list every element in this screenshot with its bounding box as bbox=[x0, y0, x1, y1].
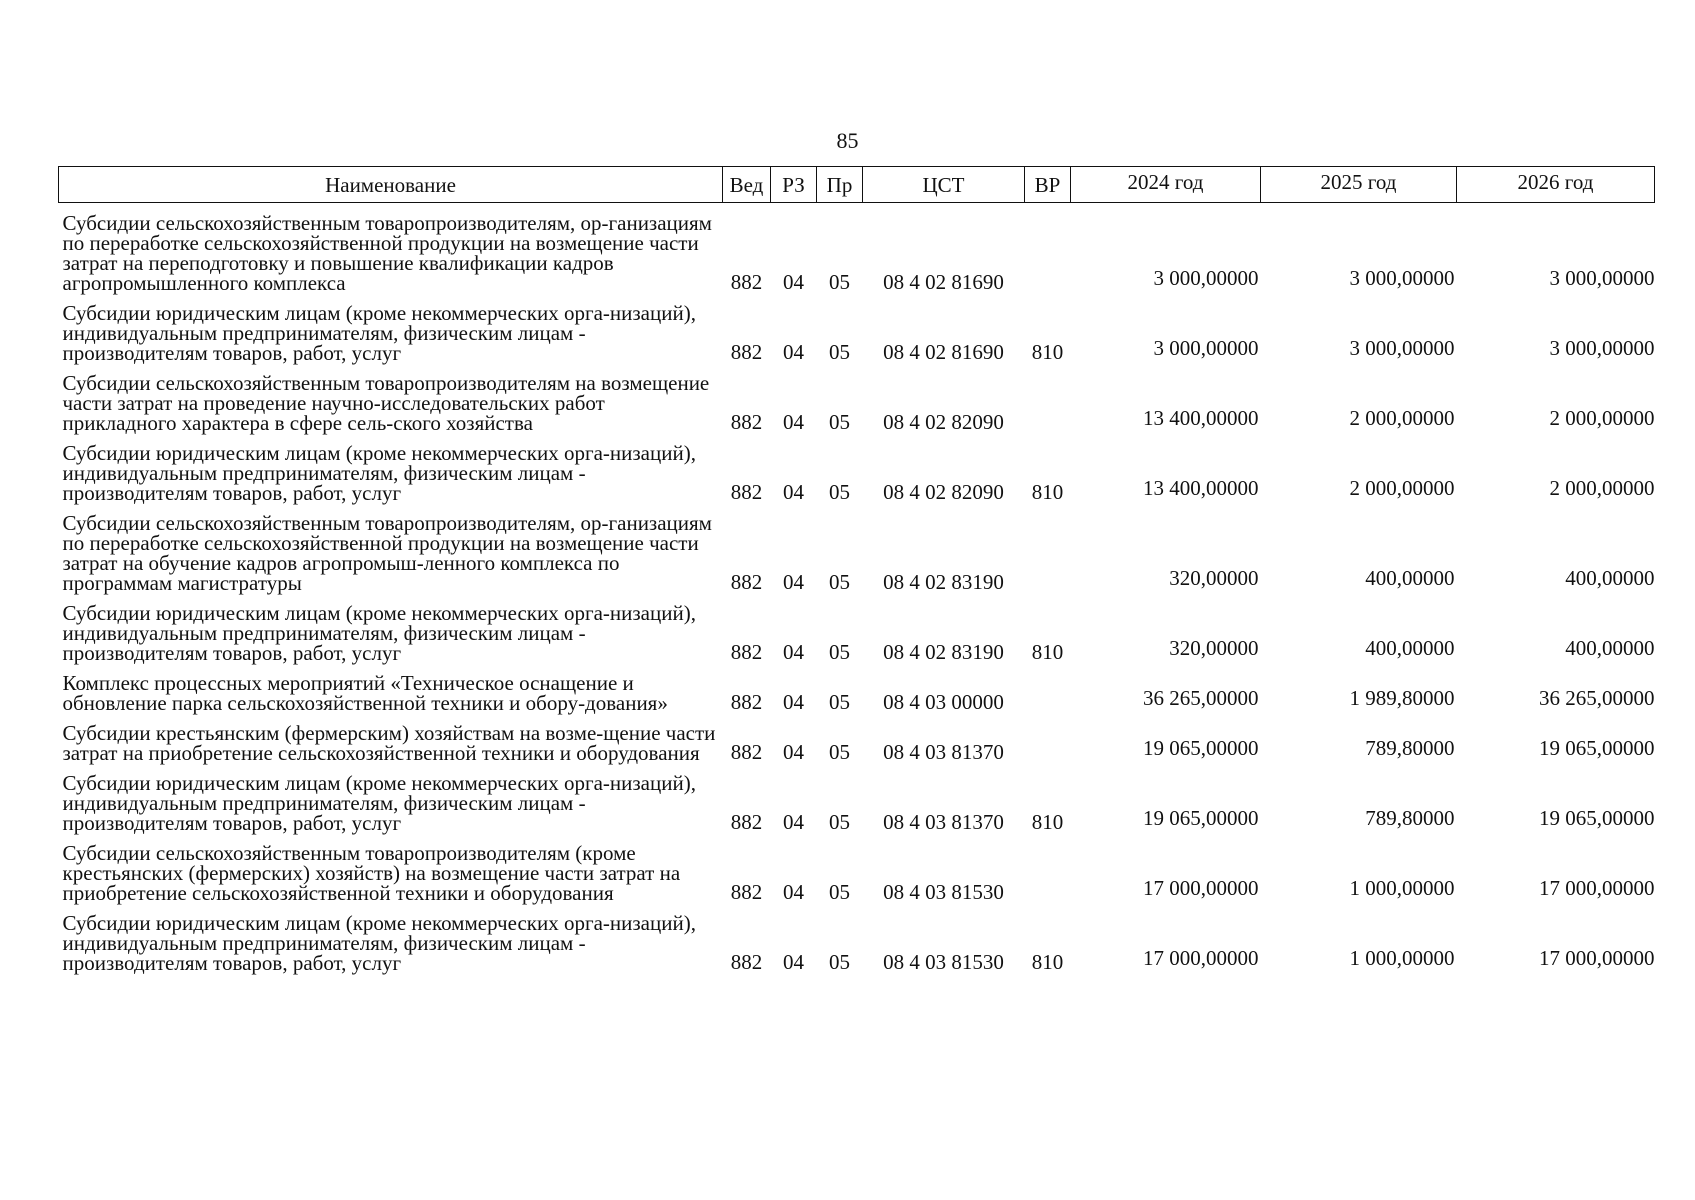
table-row bbox=[59, 835, 1655, 905]
row-amount-2026: 400,00000 bbox=[1565, 566, 1655, 590]
header-name: Наименование bbox=[59, 167, 723, 203]
table-row bbox=[59, 665, 1655, 715]
table-row bbox=[59, 905, 1655, 975]
row-amount-2025: 1 000,00000 bbox=[1349, 876, 1455, 900]
header-ved: Вед bbox=[723, 167, 771, 203]
row-cst: 08 4 02 82090 bbox=[883, 480, 1004, 504]
row-pr: 05 bbox=[829, 740, 850, 764]
row-amount-2025: 3 000,00000 bbox=[1349, 266, 1455, 290]
table-row bbox=[59, 505, 1655, 595]
header-row bbox=[59, 167, 1655, 203]
row-amount-2024: 3 000,00000 bbox=[1153, 266, 1259, 290]
row-name: Субсидии крестьянским (фермерским) хозяйствам на возме-щение части затрат на приобретение сельскохозяйственной техники и оборудования bbox=[62, 721, 716, 765]
row-name: Субсидии юридическим лицам (кроме некоммерческих орга-низаций), индивидуальным предпринимателям, физическим лицам - производителям товаров, работ, услуг bbox=[62, 911, 696, 975]
row-amount-2024: 13 400,00000 bbox=[1143, 476, 1259, 500]
row-name: Субсидии юридическим лицам (кроме некоммерческих орга-низаций), индивидуальным предпринимателям, физическим лицам - производителям товаров, работ, услуг bbox=[62, 301, 696, 365]
row-rz: 04 bbox=[783, 950, 804, 974]
row-amount-2024: 3 000,00000 bbox=[1153, 336, 1259, 360]
row-cst: 08 4 02 83190 bbox=[883, 640, 1004, 664]
row-ved: 882 bbox=[730, 690, 763, 714]
row-amount-2026: 36 265,00000 bbox=[1539, 686, 1655, 710]
table-row bbox=[59, 595, 1655, 665]
row-pr: 05 bbox=[829, 880, 850, 904]
row-ved: 882 bbox=[730, 810, 763, 834]
row-amount-2026: 2 000,00000 bbox=[1549, 476, 1655, 500]
header-2024: 2024 год bbox=[1071, 167, 1261, 203]
row-cst: 08 4 03 81370 bbox=[883, 740, 1004, 764]
row-amount-2024: 13 400,00000 bbox=[1143, 406, 1259, 430]
header-cst: ЦСТ bbox=[863, 167, 1025, 203]
row-name: Субсидии юридическим лицам (кроме некоммерческих орга-низаций), индивидуальным предпринимателям, физическим лицам - производителям товаров, работ, услуг bbox=[62, 601, 696, 665]
row-name: Комплекс процессных мероприятий «Техническое оснащение и обновление парка сельскохозяйственной техники и обору-дования» bbox=[62, 671, 668, 715]
row-pr: 05 bbox=[829, 270, 850, 294]
row-amount-2024: 17 000,00000 bbox=[1143, 946, 1259, 970]
row-amount-2026: 3 000,00000 bbox=[1549, 266, 1655, 290]
row-amount-2025: 400,00000 bbox=[1365, 636, 1455, 660]
row-amount-2026: 3 000,00000 bbox=[1549, 336, 1655, 360]
row-cst: 08 4 03 00000 bbox=[883, 690, 1004, 714]
row-cst: 08 4 03 81530 bbox=[883, 880, 1004, 904]
row-amount-2024: 320,00000 bbox=[1169, 566, 1259, 590]
row-rz: 04 bbox=[783, 740, 804, 764]
row-vr: 810 bbox=[1031, 340, 1064, 364]
row-amount-2025: 2 000,00000 bbox=[1349, 406, 1455, 430]
table-row bbox=[59, 765, 1655, 835]
row-cst: 08 4 03 81530 bbox=[883, 950, 1004, 974]
page-number: 85 bbox=[836, 128, 859, 153]
row-amount-2025: 3 000,00000 bbox=[1349, 336, 1455, 360]
row-vr: 810 bbox=[1031, 480, 1064, 504]
row-pr: 05 bbox=[829, 640, 850, 664]
row-ved: 882 bbox=[730, 570, 763, 594]
row-vr bbox=[1025, 835, 1071, 905]
row-ved: 882 bbox=[730, 740, 763, 764]
row-rz: 04 bbox=[783, 810, 804, 834]
row-rz: 04 bbox=[783, 570, 804, 594]
header-2025: 2025 год bbox=[1261, 167, 1457, 203]
row-ved: 882 bbox=[730, 950, 763, 974]
row-pr: 05 bbox=[829, 340, 850, 364]
row-amount-2026: 2 000,00000 bbox=[1549, 406, 1655, 430]
row-amount-2025: 400,00000 bbox=[1365, 566, 1455, 590]
row-cst: 08 4 03 81370 bbox=[883, 810, 1004, 834]
row-amount-2024: 17 000,00000 bbox=[1143, 876, 1259, 900]
header-vr: ВР bbox=[1025, 167, 1071, 203]
table-row bbox=[59, 365, 1655, 435]
row-pr: 05 bbox=[829, 410, 850, 434]
row-pr: 05 bbox=[829, 480, 850, 504]
header-rz: РЗ bbox=[771, 167, 817, 203]
row-rz: 04 bbox=[783, 880, 804, 904]
row-amount-2024: 320,00000 bbox=[1169, 636, 1259, 660]
row-amount-2024: 36 265,00000 bbox=[1143, 686, 1259, 710]
row-vr: 810 bbox=[1031, 640, 1064, 664]
header-2026: 2026 год bbox=[1457, 167, 1655, 203]
row-ved: 882 bbox=[730, 270, 763, 294]
row-vr bbox=[1025, 365, 1071, 435]
row-name: Субсидии сельскохозяйственным товаропроизводителям (кроме крестьянских (фермерских) хозяйств) на возмещение части затрат на приобретение сельскохозяйственной техники и оборудования bbox=[62, 841, 681, 905]
table-body bbox=[59, 203, 1655, 976]
row-cst: 08 4 02 81690 bbox=[883, 340, 1004, 364]
row-ved: 882 bbox=[730, 410, 763, 434]
row-name: Субсидии сельскохозяйственным товаропроизводителям, ор-ганизациям по переработке сельскохозяйственной продукции на возмещение части затрат на переподготовку и повышение квалификации кадров агропромышленного комплекса bbox=[62, 211, 712, 295]
row-name: Субсидии юридическим лицам (кроме некоммерческих орга-низаций), индивидуальным предпринимателям, физическим лицам - производителям товаров, работ, услуг bbox=[62, 771, 696, 835]
row-vr bbox=[1025, 203, 1071, 296]
row-rz: 04 bbox=[783, 340, 804, 364]
row-name: Субсидии сельскохозяйственным товаропроизводителям на возмещение части затрат на проведение научно-исследовательских работ прикладного характера в сфере сель-ского хозяйства bbox=[62, 371, 710, 435]
row-vr bbox=[1025, 715, 1071, 765]
row-name: Субсидии сельскохозяйственным товаропроизводителям, ор-ганизациям по переработке сельскохозяйственной продукции на возмещение части затрат на обучение кадров агропромыш-ленного комплекса по программам магистратуры bbox=[62, 511, 712, 595]
row-ved: 882 bbox=[730, 480, 763, 504]
row-ved: 882 bbox=[730, 340, 763, 364]
row-rz: 04 bbox=[783, 640, 804, 664]
row-pr: 05 bbox=[829, 690, 850, 714]
row-cst: 08 4 02 83190 bbox=[883, 570, 1004, 594]
table-row bbox=[59, 435, 1655, 505]
row-rz: 04 bbox=[783, 480, 804, 504]
row-amount-2024: 19 065,00000 bbox=[1143, 806, 1259, 830]
row-vr bbox=[1025, 505, 1071, 595]
row-amount-2026: 17 000,00000 bbox=[1539, 946, 1655, 970]
row-name: Субсидии юридическим лицам (кроме некоммерческих орга-низаций), индивидуальным предпринимателям, физическим лицам - производителям товаров, работ, услуг bbox=[62, 441, 696, 505]
row-amount-2026: 19 065,00000 bbox=[1539, 806, 1655, 830]
row-ved: 882 bbox=[730, 880, 763, 904]
budget-table bbox=[58, 166, 1655, 975]
row-amount-2025: 789,80000 bbox=[1365, 736, 1455, 760]
row-amount-2026: 400,00000 bbox=[1565, 636, 1655, 660]
row-amount-2025: 789,80000 bbox=[1365, 806, 1455, 830]
row-rz: 04 bbox=[783, 270, 804, 294]
table-row bbox=[59, 715, 1655, 765]
row-amount-2024: 19 065,00000 bbox=[1143, 736, 1259, 760]
header-pr: Пр bbox=[817, 167, 863, 203]
row-vr: 810 bbox=[1031, 810, 1064, 834]
row-amount-2026: 19 065,00000 bbox=[1539, 736, 1655, 760]
row-vr: 810 bbox=[1031, 950, 1064, 974]
row-vr bbox=[1025, 665, 1071, 715]
table-header bbox=[59, 167, 1655, 203]
row-ved: 882 bbox=[730, 640, 763, 664]
row-amount-2026: 17 000,00000 bbox=[1539, 876, 1655, 900]
row-amount-2025: 1 000,00000 bbox=[1349, 946, 1455, 970]
row-rz: 04 bbox=[783, 410, 804, 434]
table-row bbox=[59, 203, 1655, 296]
row-pr: 05 bbox=[829, 570, 850, 594]
row-amount-2025: 1 989,80000 bbox=[1349, 686, 1455, 710]
row-cst: 08 4 02 82090 bbox=[883, 410, 1004, 434]
row-amount-2025: 2 000,00000 bbox=[1349, 476, 1455, 500]
row-pr: 05 bbox=[829, 950, 850, 974]
row-rz: 04 bbox=[783, 690, 804, 714]
row-pr: 05 bbox=[829, 810, 850, 834]
row-cst: 08 4 02 81690 bbox=[883, 270, 1004, 294]
table-row bbox=[59, 295, 1655, 365]
